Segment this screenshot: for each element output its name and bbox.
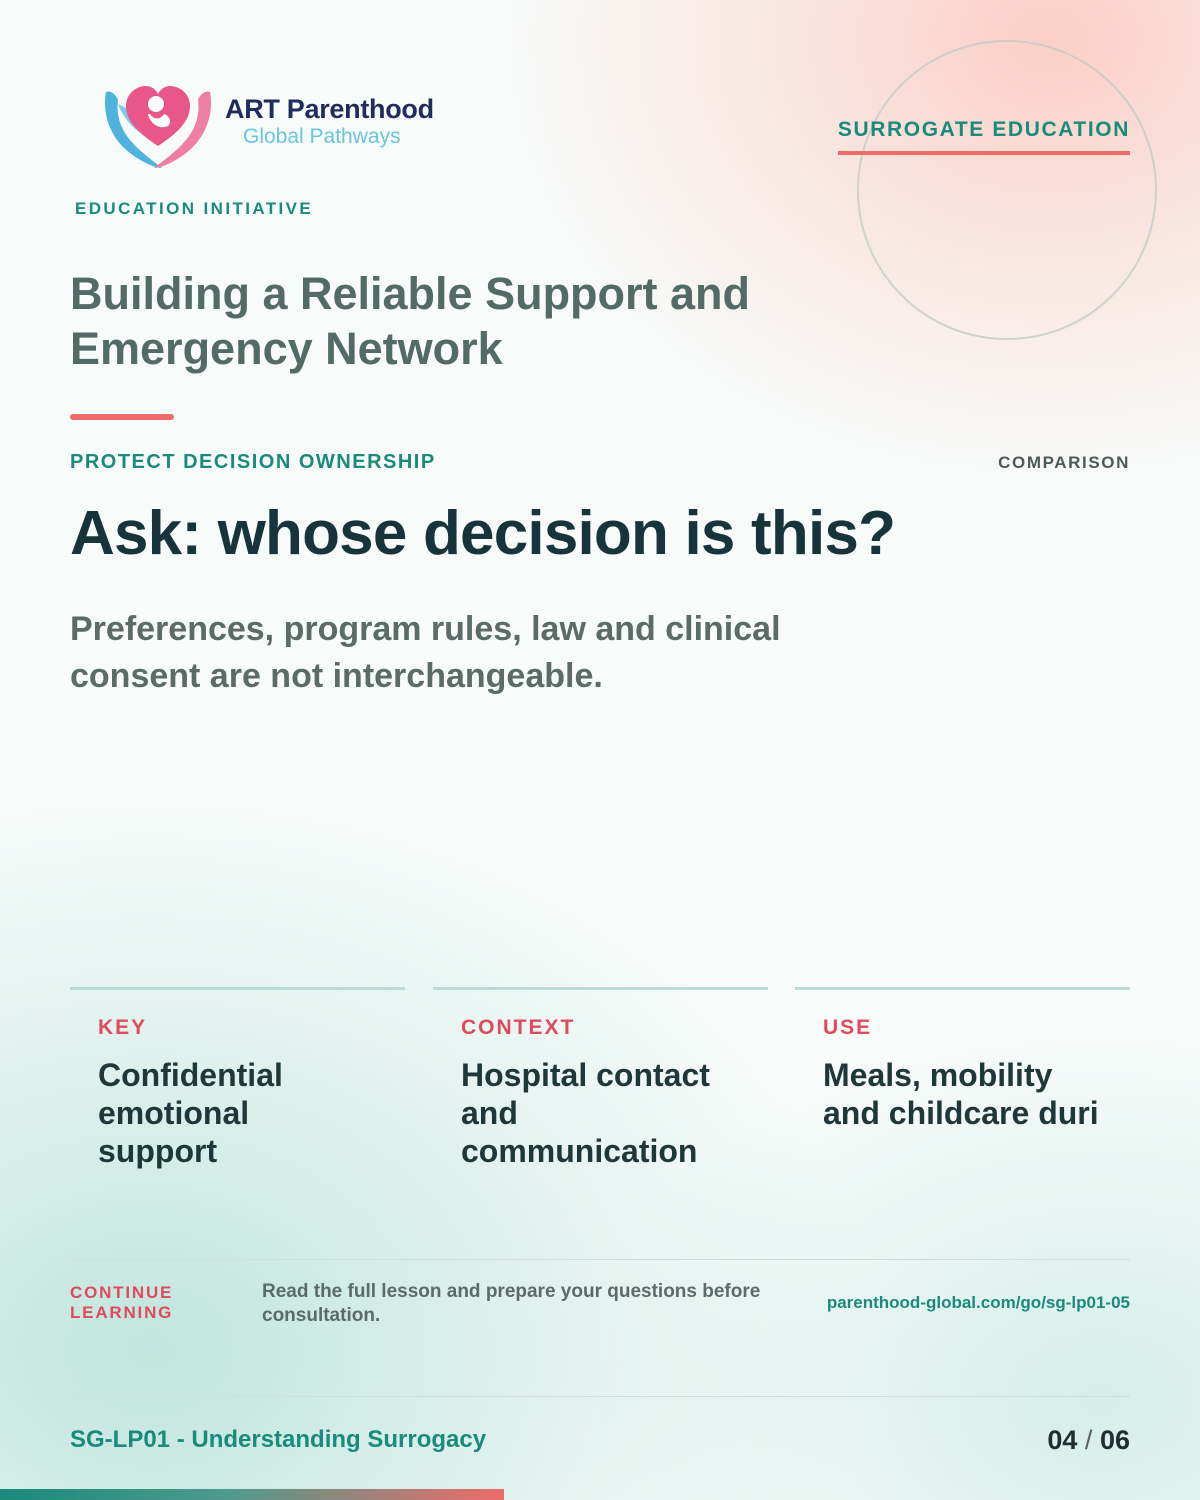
slide-headline: Ask: whose decision is this? <box>70 499 896 568</box>
card-value: Meals, mobility and childcare duri <box>823 1057 1099 1131</box>
card-label: USE <box>823 1016 873 1039</box>
brand-name: ART Parenthood <box>225 94 434 124</box>
card-label: CONTEXT <box>461 1016 576 1039</box>
page-indicator <box>1047 1425 1130 1456</box>
layout-tag: COMPARISON <box>998 453 1130 472</box>
current-page: 04 <box>1047 1425 1078 1455</box>
brand-tagline: Global Pathways <box>243 125 401 148</box>
slide-subtext: Preferences, program rules, law and clinical consent are not interchangeable. <box>70 610 781 695</box>
card-key <box>70 987 405 1217</box>
cta-divider-top <box>70 1259 1130 1260</box>
card-value: Confidential emotional support <box>98 1057 283 1169</box>
footer-divider <box>70 1396 1130 1397</box>
card-context <box>433 987 768 1217</box>
brand-logo-icon <box>100 74 216 174</box>
course-title: Building a Reliable Support and Emergency Network <box>70 268 751 374</box>
accent-divider <box>70 414 174 420</box>
footer-course-code: SG-LP01 - Understanding Surrogacy <box>70 1426 487 1453</box>
total-pages: 06 <box>1099 1425 1130 1455</box>
slide-eyebrow: PROTECT DECISION OWNERSHIP <box>70 451 436 473</box>
cta-label: CONTINUE LEARNING <box>70 1283 174 1322</box>
section-tag: SURROGATE EDUCATION <box>838 118 1130 155</box>
progress-bar <box>0 1489 504 1500</box>
decorative-circle <box>857 40 1157 340</box>
lesson-link[interactable]: parenthood-global.com/go/sg-lp01-05 <box>826 1293 1130 1312</box>
card-use <box>795 987 1130 1217</box>
card-value: Hospital contact and communication <box>461 1057 710 1169</box>
card-label: KEY <box>98 1016 148 1039</box>
initiative-label: EDUCATION INITIATIVE <box>75 199 314 218</box>
cta-text: Read the full lesson and prepare your questions before consultation. <box>262 1281 761 1326</box>
page-separator: / <box>1084 1425 1093 1455</box>
